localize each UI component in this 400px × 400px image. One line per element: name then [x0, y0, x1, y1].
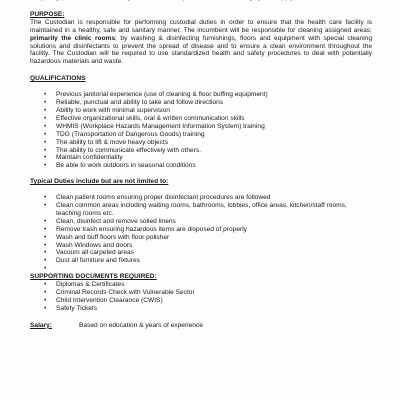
duty-text: Dust all furniture and fixtures — [56, 257, 140, 265]
list-item — [44, 154, 372, 162]
duty-text: Remove trash ensuring hazardous items are disposed of properly — [56, 225, 247, 233]
duty-text: Clean, disinfect and remove soiled linens — [56, 217, 176, 225]
document-text: Safety Tickets — [56, 304, 98, 312]
salary-label: Salary: — [30, 321, 52, 329]
bullet-icon: • — [44, 91, 47, 99]
bullet-icon: • — [44, 194, 47, 202]
bullet-icon: • — [44, 257, 47, 265]
bullet-icon: • — [44, 146, 47, 154]
list-item — [44, 202, 372, 218]
salary-value: Based on education & years of experience — [79, 321, 203, 329]
document-text: Child Intervention Clearance (CWIS) — [56, 297, 163, 304]
list-item — [44, 131, 372, 139]
list-item — [44, 226, 372, 234]
bullet-icon: • — [44, 138, 47, 146]
qualification-text: Be able to work outdoors in seasonal conditions — [56, 162, 196, 170]
qualifications-heading: QUALIFICATIONS — [30, 75, 86, 83]
list-item — [44, 281, 372, 289]
list-item — [44, 265, 372, 273]
duty-text: Wash and buff floors with floor polisher — [56, 233, 170, 241]
list-item — [44, 123, 372, 131]
list-item — [44, 162, 372, 170]
purpose-heading: PURPOSE: — [30, 10, 65, 18]
bullet-icon: • — [44, 162, 47, 170]
purpose-paragraph — [30, 19, 372, 66]
list-item — [44, 242, 372, 250]
supporting-documents-list — [30, 281, 372, 313]
bullet-icon: • — [44, 304, 47, 312]
purpose-text-2: ; by washing & disinfecting furnishings, floors and equipment with special cleaning solutions and disinfectants to prevent the spread of disease and to ensure a clean environment throughout the facility. The Custodian will be required to use standardized health and safety procedures to deal with potentially hazardous materials and waste. — [30, 34, 373, 66]
bullet-icon: • — [44, 289, 47, 297]
document-content — [30, 0, 372, 330]
duties-heading: Typical Duties include but are not limited to: — [30, 178, 169, 186]
list-item — [44, 297, 372, 305]
bullet-icon: • — [44, 154, 47, 162]
list-item — [44, 115, 372, 123]
document-text: Diplomas & Certificates — [56, 281, 125, 289]
qualification-text: Ability to work with minimal supervision — [56, 106, 170, 114]
list-item — [44, 218, 372, 226]
supporting-documents-heading: SUPPORTING DOCUMENTS REQUIRED: — [30, 273, 157, 281]
list-item — [44, 147, 372, 155]
bullet-icon: • — [44, 281, 47, 289]
bullet-icon: • — [44, 114, 47, 122]
duty-text: Wash Windows and doors — [56, 241, 133, 249]
list-item — [44, 257, 372, 265]
bullet-icon: • — [44, 225, 47, 233]
bullet-icon: • — [44, 233, 47, 241]
salary-row — [30, 322, 372, 330]
duty-text: Clean patient rooms ensuring proper disinfectant procedures are followed — [56, 194, 271, 202]
list-item — [44, 305, 372, 313]
duty-text: Clean common areas including waiting rooms, bathrooms, lobbies, office areas, kitchen/staff rooms, teaching rooms etc. — [56, 202, 347, 217]
list-item — [44, 234, 372, 242]
bullet-icon: • — [44, 99, 47, 107]
duty-text: Vacuum all carpeted areas — [56, 249, 134, 257]
bullet-icon: • — [44, 217, 47, 225]
list-item — [44, 249, 372, 257]
qualification-text: The ability to communicate effectively with others. — [56, 146, 202, 154]
bullet-icon: • — [44, 249, 47, 257]
qualification-text: Reliable, punctual and ability to take and follow directions — [56, 99, 224, 107]
duties-list — [30, 194, 372, 273]
qualification-text: Effective organizational skills, oral & written communication skills — [56, 114, 245, 122]
qualification-text: Maintain confidentiality — [56, 154, 123, 162]
qualifications-list — [30, 91, 372, 170]
bullet-icon: • — [44, 202, 47, 210]
qualification-text: Previous janitorial experience (use of cleaning & floor buffing equipment) — [56, 91, 268, 99]
bullet-icon: • — [44, 241, 47, 249]
qualification-text: WHMIS (Workplace Hazards Management Information System) training — [56, 122, 265, 130]
list-item — [44, 91, 372, 99]
purpose-text-1: The Custodian is responsible for performing custodial duties in order to ensure that the health care facility is maintained in a healthy, safe and sanitary manner. The incumbent will be responsible for cleaning assigned areas; — [30, 18, 372, 34]
bullet-icon: • — [44, 297, 47, 304]
qualification-text: The ability to lift & move heavy objects — [56, 138, 169, 146]
qualification-text: TDG (Transportation of Dangerous Goods) training — [56, 130, 205, 138]
list-item — [44, 194, 372, 202]
list-item — [44, 289, 372, 297]
bullet-icon: • — [44, 130, 47, 138]
bullet-icon: • — [44, 106, 47, 114]
list-item — [44, 107, 372, 115]
purpose-text-bold: primarily the clinic rooms — [30, 34, 116, 42]
bullet-icon: • — [44, 265, 47, 273]
document-text: Criminal Records Check with Vulnerable Sector — [56, 289, 195, 297]
list-item — [44, 139, 372, 147]
bullet-icon: • — [44, 122, 47, 130]
list-item — [44, 99, 372, 107]
